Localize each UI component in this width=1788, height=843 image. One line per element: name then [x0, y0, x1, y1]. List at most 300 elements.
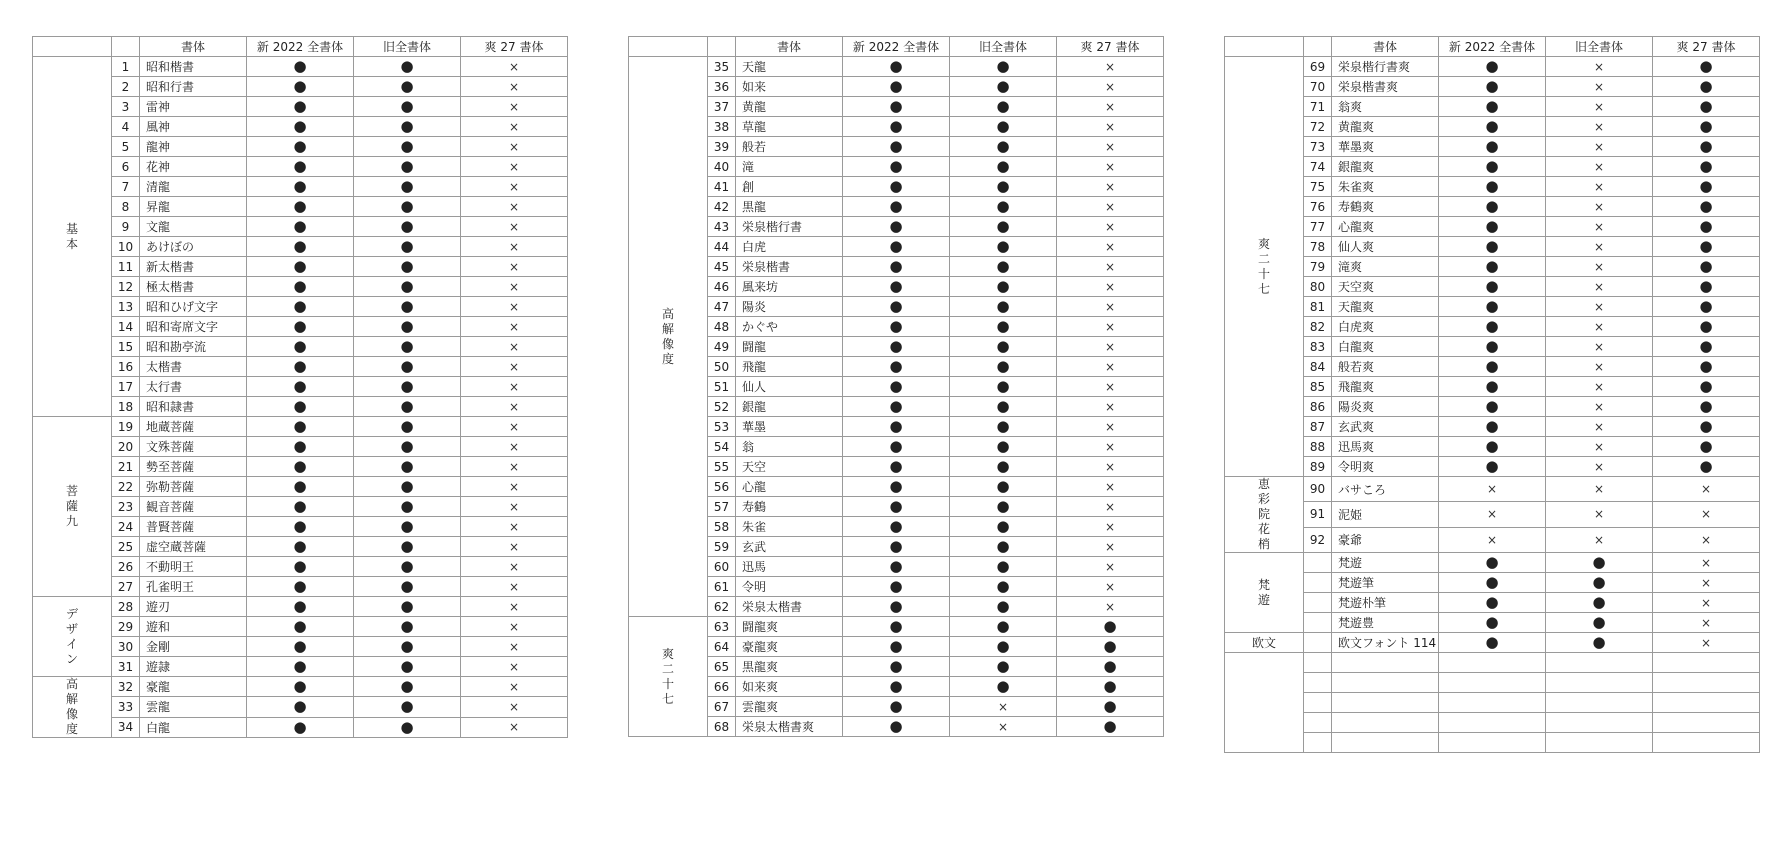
row-number: 34: [112, 717, 140, 737]
header-group-cell: [1225, 37, 1304, 57]
table-row: [629, 537, 1164, 557]
row-number: 4: [112, 117, 140, 137]
row-number: 89: [1304, 457, 1332, 477]
row-number: 35: [708, 57, 736, 77]
filled-circle-mark: ●: [889, 457, 903, 475]
row-number: 52: [708, 397, 736, 417]
table-row: [629, 277, 1164, 297]
font-name: [1332, 673, 1439, 693]
filled-circle-mark: ●: [293, 117, 307, 135]
mark-old: [1546, 277, 1653, 297]
group-label: 高解像度: [65, 677, 78, 736]
mark-sou: [1057, 77, 1164, 97]
header-name: 書体: [736, 37, 843, 57]
cross-mark: ×: [1104, 299, 1116, 314]
font-name: 昭和行書: [140, 77, 247, 97]
mark-old: [950, 477, 1057, 497]
mark-sou: [1653, 97, 1760, 117]
row-number: 41: [708, 177, 736, 197]
filled-circle-mark: ●: [1485, 573, 1499, 591]
filled-circle-mark: ●: [889, 517, 903, 535]
filled-circle-mark: ●: [1699, 277, 1713, 295]
row-number: 54: [708, 437, 736, 457]
row-number: 12: [112, 277, 140, 297]
filled-circle-mark: ●: [889, 677, 903, 695]
mark-new: [843, 697, 950, 717]
filled-circle-mark: ●: [996, 417, 1010, 435]
filled-circle-mark: ●: [293, 417, 307, 435]
cross-mark: ×: [1104, 79, 1116, 94]
filled-circle-mark: ●: [889, 217, 903, 235]
mark-new: [1439, 157, 1546, 177]
row-number: 50: [708, 357, 736, 377]
row-number: 53: [708, 417, 736, 437]
cross-mark: ×: [1700, 482, 1712, 497]
filled-circle-mark: ●: [293, 317, 307, 335]
row-number: 25: [112, 537, 140, 557]
mark-old: [1546, 457, 1653, 477]
mark-old: [950, 317, 1057, 337]
mark-old: [950, 177, 1057, 197]
filled-circle-mark: ●: [293, 237, 307, 255]
mark-old: [950, 437, 1057, 457]
font-name: 風神: [140, 117, 247, 137]
mark-sou: [1653, 157, 1760, 177]
filled-circle-mark: ●: [889, 117, 903, 135]
cross-mark: ×: [1593, 399, 1605, 414]
filled-circle-mark: ●: [400, 97, 414, 115]
filled-circle-mark: ●: [400, 417, 414, 435]
filled-circle-mark: ●: [1699, 257, 1713, 275]
header-new-2022: 新 2022 全書体: [1439, 37, 1546, 57]
mark-sou: [1653, 137, 1760, 157]
mark-sou: [461, 397, 568, 417]
row-number: 9: [112, 217, 140, 237]
font-name: 如来: [736, 77, 843, 97]
font-name: 観音菩薩: [140, 497, 247, 517]
row-number: 73: [1304, 137, 1332, 157]
mark-old: [354, 517, 461, 537]
filled-circle-mark: ●: [1485, 157, 1499, 175]
table-row: [629, 497, 1164, 517]
filled-circle-mark: ●: [996, 577, 1010, 595]
cross-mark: ×: [508, 399, 520, 414]
row-number: 37: [708, 97, 736, 117]
row-number: 87: [1304, 417, 1332, 437]
filled-circle-mark: ●: [1103, 677, 1117, 695]
font-name: 遊和: [140, 617, 247, 637]
table-row: [1225, 297, 1760, 317]
mark-old: [1546, 197, 1653, 217]
cross-mark: ×: [1104, 159, 1116, 174]
mark-new: [247, 697, 354, 717]
row-number: 64: [708, 637, 736, 657]
mark-old: [354, 537, 461, 557]
font-name: 金剛: [140, 637, 247, 657]
filled-circle-mark: ●: [1485, 553, 1499, 571]
mark-old: [950, 637, 1057, 657]
filled-circle-mark: ●: [1699, 357, 1713, 375]
table-row: [33, 277, 568, 297]
filled-circle-mark: ●: [400, 677, 414, 696]
cross-mark: ×: [1593, 119, 1605, 134]
row-number: [1304, 713, 1332, 733]
filled-circle-mark: ●: [996, 617, 1010, 635]
mark-new: [1439, 217, 1546, 237]
table-row: [1225, 117, 1760, 137]
table-row: [629, 137, 1164, 157]
row-number: 79: [1304, 257, 1332, 277]
mark-old: [1546, 117, 1653, 137]
mark-sou: [1057, 177, 1164, 197]
filled-circle-mark: ●: [1699, 197, 1713, 215]
filled-circle-mark: ●: [889, 337, 903, 355]
table-row: [629, 177, 1164, 197]
filled-circle-mark: ●: [1699, 157, 1713, 175]
mark-old: [354, 157, 461, 177]
cross-mark: ×: [1593, 239, 1605, 254]
table-row: [1225, 337, 1760, 357]
row-number: 81: [1304, 297, 1332, 317]
group-label: 爽二十七: [661, 646, 674, 706]
filled-circle-mark: ●: [293, 77, 307, 95]
mark-new: [1439, 357, 1546, 377]
font-name: 白虎: [736, 237, 843, 257]
filled-circle-mark: ●: [889, 697, 903, 715]
mark-new: [247, 177, 354, 197]
mark-sou: [461, 237, 568, 257]
mark-sou: [1653, 237, 1760, 257]
filled-circle-mark: ●: [889, 237, 903, 255]
font-name: 般若爽: [1332, 357, 1439, 377]
mark-old: [950, 457, 1057, 477]
row-number: 3: [112, 97, 140, 117]
mark-sou: [1057, 577, 1164, 597]
table-row: [1225, 613, 1760, 633]
cross-mark: ×: [1104, 599, 1116, 614]
font-name: 栄泉太楷書: [736, 597, 843, 617]
cross-mark: ×: [1593, 482, 1605, 497]
cross-mark: ×: [1104, 139, 1116, 154]
header-row: [33, 37, 568, 57]
mark-old: [950, 217, 1057, 237]
table-row: [33, 137, 568, 157]
cross-mark: ×: [1593, 199, 1605, 214]
header-number-cell: [708, 37, 736, 57]
filled-circle-mark: ●: [1485, 417, 1499, 435]
table-row: [1225, 713, 1760, 733]
mark-new: [1439, 317, 1546, 337]
cross-mark: ×: [997, 699, 1009, 714]
mark-old: [950, 257, 1057, 277]
mark-sou: [461, 217, 568, 237]
font-name: 翁爽: [1332, 97, 1439, 117]
header-row: [629, 37, 1164, 57]
filled-circle-mark: ●: [1485, 277, 1499, 295]
cross-mark: ×: [1104, 199, 1116, 214]
table-row: [1225, 527, 1760, 552]
font-name: 黄龍: [736, 97, 843, 117]
mark-old: [1546, 317, 1653, 337]
cross-mark: ×: [1486, 532, 1498, 547]
mark-sou: [461, 317, 568, 337]
font-name: 般若: [736, 137, 843, 157]
row-number: 68: [708, 717, 736, 737]
filled-circle-mark: ●: [1485, 57, 1499, 75]
font-name: 遊隷: [140, 657, 247, 677]
mark-old: [1546, 97, 1653, 117]
font-name: 昭和寄席文字: [140, 317, 247, 337]
filled-circle-mark: ●: [996, 217, 1010, 235]
font-name: 白虎爽: [1332, 317, 1439, 337]
mark-sou: [1057, 377, 1164, 397]
row-number: 2: [112, 77, 140, 97]
filled-circle-mark: ●: [1103, 717, 1117, 735]
cross-mark: ×: [1104, 479, 1116, 494]
table-row: [33, 477, 568, 497]
cross-mark: ×: [508, 259, 520, 274]
filled-circle-mark: ●: [996, 137, 1010, 155]
font-name: 翁: [736, 437, 843, 457]
filled-circle-mark: ●: [293, 457, 307, 475]
filled-circle-mark: ●: [400, 477, 414, 495]
row-number: 62: [708, 597, 736, 617]
mark-new: [247, 197, 354, 217]
group-label-cell: [1225, 57, 1304, 477]
mark-sou: [1653, 502, 1760, 527]
table-row: [629, 697, 1164, 717]
row-number: 60: [708, 557, 736, 577]
font-table-left: [32, 36, 568, 738]
mark-new: [843, 337, 950, 357]
mark-new: [843, 297, 950, 317]
row-number: 19: [112, 417, 140, 437]
row-number: 24: [112, 517, 140, 537]
mark-old: [950, 537, 1057, 557]
mark-new: [247, 97, 354, 117]
mark-sou: [1057, 597, 1164, 617]
filled-circle-mark: ●: [293, 677, 307, 696]
filled-circle-mark: ●: [1103, 637, 1117, 655]
mark-old: [354, 277, 461, 297]
mark-new: [1439, 97, 1546, 117]
row-number: 58: [708, 517, 736, 537]
filled-circle-mark: ●: [889, 197, 903, 215]
font-name: 飛龍爽: [1332, 377, 1439, 397]
row-number: 44: [708, 237, 736, 257]
filled-circle-mark: ●: [889, 157, 903, 175]
table-row: [33, 537, 568, 557]
cross-mark: ×: [1486, 482, 1498, 497]
cross-mark: ×: [1700, 635, 1712, 650]
mark-new: [1439, 553, 1546, 573]
filled-circle-mark: ●: [1485, 357, 1499, 375]
mark-sou: [1653, 417, 1760, 437]
mark-old: [950, 377, 1057, 397]
cross-mark: ×: [1104, 179, 1116, 194]
font-name: 昭和隷書: [140, 397, 247, 417]
mark-new: [247, 657, 354, 677]
row-number: 18: [112, 397, 140, 417]
mark-sou: [1653, 733, 1760, 753]
mark-new: [247, 357, 354, 377]
mark-old: [950, 557, 1057, 577]
mark-new: [1439, 502, 1546, 527]
mark-sou: [1653, 653, 1760, 673]
mark-new: [247, 677, 354, 697]
filled-circle-mark: ●: [889, 477, 903, 495]
mark-old: [950, 337, 1057, 357]
filled-circle-mark: ●: [996, 257, 1010, 275]
filled-circle-mark: ●: [1592, 593, 1606, 611]
row-number: 74: [1304, 157, 1332, 177]
filled-circle-mark: ●: [889, 657, 903, 675]
mark-new: [1439, 593, 1546, 613]
mark-new: [843, 197, 950, 217]
cross-mark: ×: [1700, 555, 1712, 570]
table-row: [1225, 477, 1760, 502]
mark-sou: [461, 297, 568, 317]
row-number: 29: [112, 617, 140, 637]
row-number: 45: [708, 257, 736, 277]
filled-circle-mark: ●: [400, 57, 414, 75]
filled-circle-mark: ●: [1485, 377, 1499, 395]
mark-old: [950, 397, 1057, 417]
filled-circle-mark: ●: [400, 657, 414, 675]
cross-mark: ×: [1700, 575, 1712, 590]
cross-mark: ×: [1593, 319, 1605, 334]
cross-mark: ×: [1104, 439, 1116, 454]
cross-mark: ×: [1593, 79, 1605, 94]
filled-circle-mark: ●: [1699, 317, 1713, 335]
font-name: 天空爽: [1332, 277, 1439, 297]
table-row: [1225, 317, 1760, 337]
table-row: [1225, 137, 1760, 157]
row-number: [1304, 653, 1332, 673]
filled-circle-mark: ●: [1592, 633, 1606, 651]
row-number: 91: [1304, 502, 1332, 527]
mark-old: [354, 557, 461, 577]
cross-mark: ×: [1104, 59, 1116, 74]
font-name: 昇龍: [140, 197, 247, 217]
mark-old: [950, 517, 1057, 537]
table-row: [629, 317, 1164, 337]
mark-sou: [461, 57, 568, 77]
table-row: [33, 637, 568, 657]
cross-mark: ×: [1104, 239, 1116, 254]
filled-circle-mark: ●: [293, 377, 307, 395]
header-name: 書体: [140, 37, 247, 57]
filled-circle-mark: ●: [293, 137, 307, 155]
group-label-cell: [1225, 477, 1304, 553]
row-number: 5: [112, 137, 140, 157]
cross-mark: ×: [508, 279, 520, 294]
cross-mark: ×: [508, 439, 520, 454]
filled-circle-mark: ●: [996, 377, 1010, 395]
mark-new: [843, 437, 950, 457]
table-row: [33, 377, 568, 397]
mark-new: [1439, 117, 1546, 137]
filled-circle-mark: ●: [293, 297, 307, 315]
filled-circle-mark: ●: [889, 557, 903, 575]
font-name: 文龍: [140, 217, 247, 237]
filled-circle-mark: ●: [293, 517, 307, 535]
mark-old: [1546, 397, 1653, 417]
mark-new: [247, 617, 354, 637]
mark-old: [354, 577, 461, 597]
group-label: 爽二十七: [1257, 236, 1270, 296]
font-name: 不動明王: [140, 557, 247, 577]
table-row: [629, 677, 1164, 697]
cross-mark: ×: [508, 599, 520, 614]
mark-old: [354, 217, 461, 237]
filled-circle-mark: ●: [889, 97, 903, 115]
font-name: 風来坊: [736, 277, 843, 297]
mark-sou: [1057, 97, 1164, 117]
filled-circle-mark: ●: [1485, 437, 1499, 455]
mark-sou: [1653, 457, 1760, 477]
row-number: 70: [1304, 77, 1332, 97]
cross-mark: ×: [1593, 379, 1605, 394]
filled-circle-mark: ●: [293, 437, 307, 455]
row-number: 69: [1304, 57, 1332, 77]
filled-circle-mark: ●: [1485, 237, 1499, 255]
filled-circle-mark: ●: [889, 317, 903, 335]
mark-old: [1546, 553, 1653, 573]
table-row: [629, 217, 1164, 237]
cross-mark: ×: [1593, 59, 1605, 74]
mark-old: [1546, 77, 1653, 97]
table-row: [33, 177, 568, 197]
mark-old: [1546, 157, 1653, 177]
mark-new: [1439, 297, 1546, 317]
table-row: [629, 237, 1164, 257]
mark-sou: [1057, 457, 1164, 477]
cross-mark: ×: [1593, 259, 1605, 274]
table-row: [629, 577, 1164, 597]
cross-mark: ×: [1700, 615, 1712, 630]
mark-sou: [461, 437, 568, 457]
mark-old: [354, 177, 461, 197]
mark-new: [247, 337, 354, 357]
mark-new: [247, 437, 354, 457]
font-name: 栄泉楷書: [736, 257, 843, 277]
mark-old: [354, 97, 461, 117]
cross-mark: ×: [1104, 399, 1116, 414]
mark-sou: [1653, 593, 1760, 613]
mark-sou: [461, 677, 568, 697]
font-name: 弥勒菩薩: [140, 477, 247, 497]
mark-new: [1439, 77, 1546, 97]
cross-mark: ×: [1104, 559, 1116, 574]
mark-sou: [1653, 613, 1760, 633]
mark-new: [1439, 177, 1546, 197]
mark-new: [1439, 633, 1546, 653]
cross-mark: ×: [508, 299, 520, 314]
mark-old: [950, 197, 1057, 217]
table-row: [629, 417, 1164, 437]
mark-sou: [1057, 217, 1164, 237]
cross-mark: ×: [1104, 499, 1116, 514]
filled-circle-mark: ●: [1699, 457, 1713, 475]
cross-mark: ×: [508, 59, 520, 74]
header-new-2022: 新 2022 全書体: [843, 37, 950, 57]
mark-sou: [1057, 137, 1164, 157]
mark-new: [247, 117, 354, 137]
mark-old: [354, 497, 461, 517]
row-number: 80: [1304, 277, 1332, 297]
mark-new: [843, 257, 950, 277]
